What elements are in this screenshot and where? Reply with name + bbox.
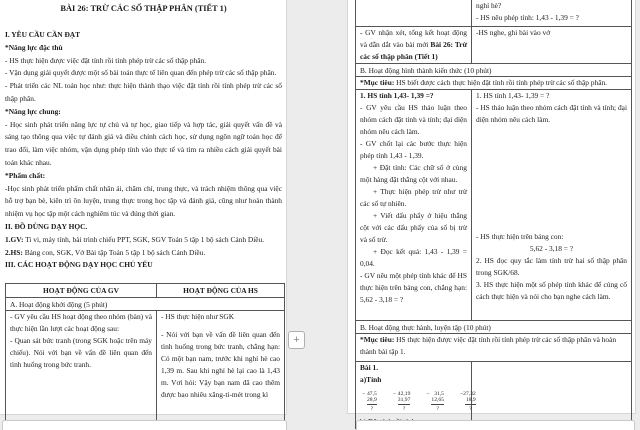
section-b2-title: B. Hoạt động thực hành, luyện tập (10 phút)	[356, 320, 632, 333]
activity-table-page2	[355, 0, 632, 429]
subtraction-problem	[362, 391, 377, 413]
column-header-gv: HOẠT ĐỘNG CỦA GV	[6, 284, 157, 298]
subtrahend: 12,65	[431, 397, 444, 405]
result-placeholder: ?	[469, 406, 472, 413]
result-placeholder: ?	[436, 406, 439, 413]
subheading-nang-luc-dac-thu: *Năng lực đặc thù	[5, 42, 63, 52]
subtraction-problem	[426, 391, 444, 413]
muctieu-text: HS thực hiện được việc đặt tính rồi tính phép trừ các số thập phân và hoàn thành bài tập 1.	[360, 334, 617, 356]
muctieu1	[356, 77, 632, 90]
muctieu1-row	[356, 77, 632, 90]
next-page-right-edge[interactable]	[356, 420, 635, 430]
gv-cell	[356, 27, 472, 64]
section-b1-title: B. Hoạt động hình thành kiến thức (10 phút)	[356, 64, 632, 77]
hs-cell-empty	[472, 361, 632, 428]
subheading-pham-chat: *Phẩm chất:	[5, 170, 46, 180]
hs-paragraph: - HS thảo luận theo nhóm cách đặt tính và tính; đại diện nhóm nêu cách làm.	[476, 102, 627, 124]
hs-paragraph: 3. HS thực hiện một số phép tính khác để củng cố cách thực hiện và nói cho bạn nghe cách làm.	[476, 279, 627, 301]
problem-top	[460, 391, 476, 397]
gv-paragraph: - GV nêu một phép tính khác để HS thực hiện trên bảng con, chẳng hạn: 5,62 - 3,18 = ?	[360, 270, 467, 304]
paragraph-gv	[5, 234, 282, 247]
gv-paragraph: - GV chốt lại các bước thực hiện phép tính 1,43 - 1,39.	[360, 138, 467, 160]
table-row	[356, 0, 632, 27]
paragraph: -Học sinh phát triển phẩm chất nhân ái, chăm chỉ, trung thực, và trách nhiệm thông qua việc hỗ trợ bạn bè, kiên trì ôn luyện, trung thực trong học tập và đánh giá, cũng như hoàn thành nhiệm vụ học tập một cách nghiêm túc và đúng thời gian.	[5, 183, 282, 219]
page-1[interactable]	[0, 0, 287, 415]
gv-paragraph: - GV yêu cầu HS hoạt động theo nhóm (bàn) và thực hiện lần lượt các hoạt động sau:	[10, 312, 152, 334]
gv-cell	[356, 361, 476, 428]
muctieu2	[356, 333, 632, 361]
section-a-row	[6, 298, 285, 311]
gv-task-title: 1. HS tính 1,43- 1,39 =?	[360, 90, 434, 100]
hs-paragraph: - HS thực hiện như SGK	[161, 312, 235, 322]
hs-task-title: 1. HS tính 1,43- 1,39 = ?	[476, 90, 550, 100]
exercise-title: Bài 1.	[360, 362, 379, 372]
gv-paragraph: - GV yêu cầu HS thảo luận theo nhóm cách đặt tính và tính; đại diện nhóm nêu cách làm.	[360, 102, 467, 136]
page-2[interactable]	[347, 0, 636, 414]
gv-paragraph	[360, 27, 467, 63]
gv-text: Ti vi, máy tính, bài trình chiếu PPT, SGK, SGV Toán 5 tập 1 bộ sách Cánh Diều.	[23, 234, 265, 244]
muctieu-label: *Mục tiêu:	[360, 78, 395, 87]
subheading-nang-luc-chung: *Năng lực chung:	[5, 106, 61, 116]
subtraction-problem	[393, 391, 411, 413]
minus-icon: −	[392, 390, 396, 397]
problem-top	[393, 391, 411, 397]
plus-icon: +	[293, 333, 300, 346]
section-a-title: A. Hoạt động khởi động (5 phút)	[6, 298, 285, 311]
minus-icon: −	[362, 390, 366, 397]
table-row	[356, 27, 632, 64]
gv-step: + Đọc kết quả: 1,43 - 1,39 = 0,04.	[360, 246, 467, 268]
problem-top	[362, 391, 377, 397]
result-placeholder: ?	[370, 406, 374, 413]
minuend: 47,5	[367, 390, 377, 397]
gv-cell	[356, 89, 472, 320]
subtrahend: 31,97	[398, 397, 411, 405]
hs-paragraph: - HS nêu phép tính: 1,43 - 1,39 = ?	[476, 13, 579, 22]
gv-paragraph: - Quan sát bức tranh (trong SGK hoặc trên máy chiếu). Nói với bạn về vấn đề liên quan đến tình huống trong bức tranh.	[10, 336, 152, 370]
hs-cell	[472, 89, 632, 320]
gv-cell-empty	[356, 0, 472, 27]
hs-paragraph: - Nói với bạn về vấn đề liên quan đến tình huống trong bức tranh, chẳng hạn: Có một bạn nam, trước khi nghỉ hè cao 1,39 m. Sau khi nghỉ hè lại cao là 1,43 m. Vơi hỏi: Vậy bạn nam đã cao thêm được bao nhiêu xăng-ti-mét trong kì	[161, 330, 280, 400]
hs-paragraph: nghỉ hè?	[476, 1, 502, 10]
paragraph: - Vận dụng giải quyết được một số bài toán thực tế liên quan đến phép trừ các số thập phân.	[5, 68, 277, 78]
subtraction-problems	[362, 390, 476, 413]
hs-paragraph: 2. HS đọc quy tắc làm tính trừ hai số thập phân trong SGK/68.	[476, 255, 627, 277]
muctieu2-row	[356, 333, 632, 361]
table-row	[6, 311, 285, 429]
minus-icon: −	[459, 390, 464, 397]
hs-cell	[157, 311, 285, 429]
hs-cell	[472, 0, 632, 27]
hs-paragraph: - HS thực hiện trên bảng con:	[476, 231, 564, 241]
hs-equation: 5,62 - 3,18 = ?	[529, 243, 574, 253]
hs-label: 2.HS:	[5, 247, 23, 257]
hs-text: Bảng con, SGK, Vở Bài tập Toán 5 tập 1 bộ sách Cánh Diều.	[22, 247, 206, 257]
exercise-part-a: a)Tính	[360, 374, 382, 384]
paragraph: - Học sinh phát triển năng lực tự chủ và tự học, giao tiếp và hợp tác, giải quyết vấn đề và sáng tạo thông qua việc tự đánh giá và điều chỉnh cách học, sử dụng ngôn ngữ toán học để trao đổi, làm việc nhóm, vận dụng phép tính vào thực tế và tìm ra nhiều cách giải quyết bài toán khác nhau.	[5, 119, 282, 167]
gv-step: + Thực hiện phép trừ như trừ các số tự nhiên.	[360, 186, 467, 208]
heading-yeu-cau: I. YÊU CẦU CẦN ĐẠT	[5, 30, 81, 39]
muctieu-label: *Mục tiêu:	[360, 334, 395, 344]
minus-icon: −	[426, 390, 430, 397]
minuend: 27,32	[463, 390, 476, 397]
table-header-row	[6, 284, 285, 298]
hs-paragraph: -HS nghe, ghi bài vào vở	[476, 28, 551, 37]
add-page-button[interactable]	[288, 331, 305, 349]
section-b1-row	[356, 64, 632, 77]
paragraph: - Phát triển các NL toán học như: thực hiện thành thạo việc đặt tính rồi tính phép trừ các số thập phân.	[5, 81, 282, 103]
result-placeholder: ?	[402, 406, 406, 413]
heading-hoat-dong: III. CÁC HOẠT ĐỘNG DẠY HỌC CHỦ YẾU	[5, 260, 153, 270]
table-row	[356, 361, 632, 428]
lesson-ref-bold: Bài 26: Trừ các số thập phân (Tiết 1)	[360, 40, 468, 61]
hs-cell	[472, 27, 632, 64]
section-b2-row	[356, 320, 632, 333]
gv-step: + Đặt tính: Các chữ số ở cùng một hàng đặt thẳng cột với nhau.	[360, 162, 467, 184]
heading-do-dung: II. ĐỒ DÙNG DẠY HỌC.	[5, 221, 88, 231]
next-page-left-edge[interactable]	[2, 420, 287, 430]
gv-label: 1.GV:	[5, 234, 24, 244]
minuend: 31,5	[434, 390, 444, 397]
subtraction-problem	[460, 391, 476, 413]
column-header-hs: HOẠT ĐỘNG CỦA HS	[157, 284, 285, 298]
table-row	[356, 89, 632, 320]
problem-top	[426, 391, 444, 397]
gv-cell	[6, 311, 157, 429]
paragraph: - HS thực hiện được việc đặt tính rồi tính phép trừ các số thập phân.	[5, 55, 207, 65]
minuend: 42,19	[397, 390, 411, 397]
paragraph-hs	[5, 247, 282, 260]
subtrahend: 28,9	[367, 397, 377, 405]
activity-table-page1	[5, 283, 285, 429]
lesson-title: BÀI 26: TRỪ CÁC SỐ THẬP PHÂN (TIẾT 1)	[60, 4, 227, 13]
subtrahend: 18,9	[465, 397, 476, 405]
muctieu-text: HS biết được cách thực hiện đặt tính rồi tính phép trừ các số thập phân.	[394, 78, 608, 87]
gv-step: + Viết dấu phẩy ở hiệu thẳng cột với các dấu phẩy của số bị trừ và số trừ.	[360, 210, 467, 244]
gv-text: - GV nhận xét, tổng kết hoạt động và dẫn dắt vào bài mới	[360, 28, 467, 49]
